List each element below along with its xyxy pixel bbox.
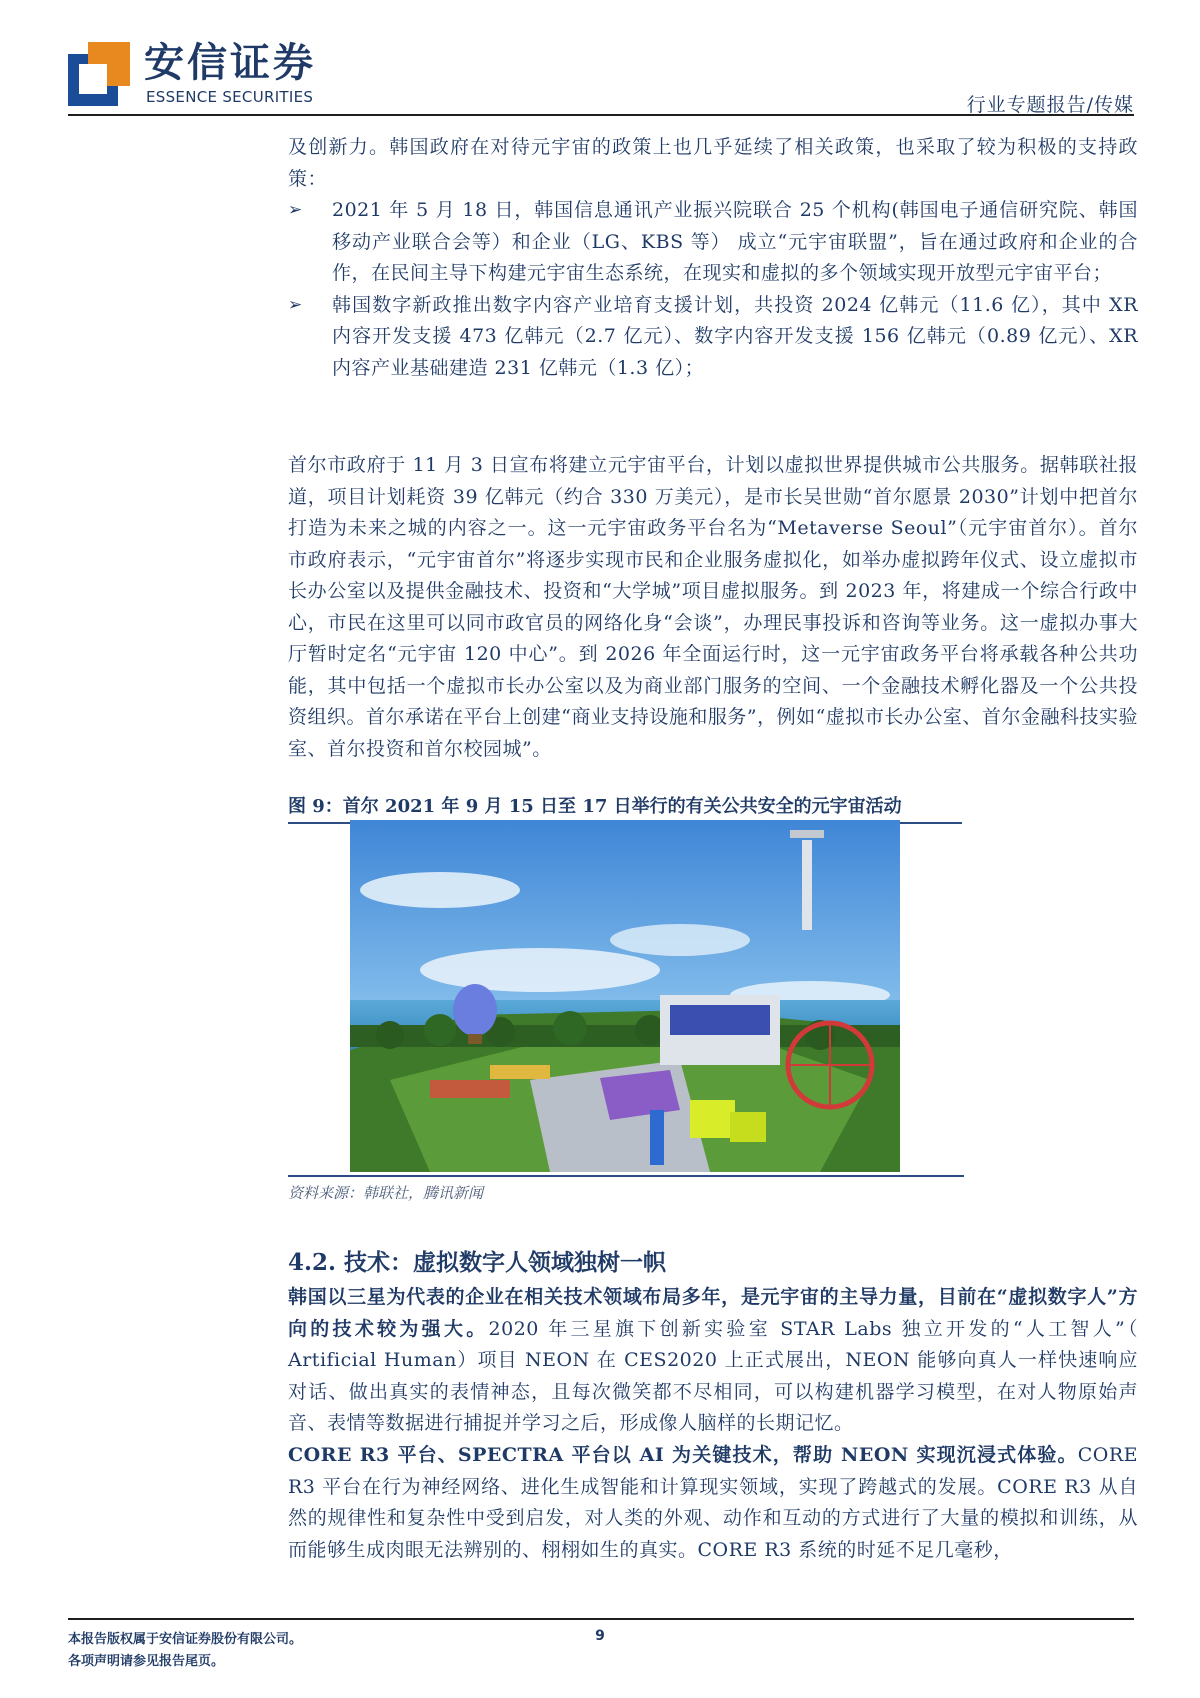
samsung-paragraph <box>288 1282 1138 1440</box>
bullet-text: 2021 年 5 月 18 日，韩国信息通讯产业振兴院联合 25 个机构(韩国电子通信研究院、韩国移动产业联合会等）和企业（LG、KBS 等） 成立“元宇宙联盟”，旨在通过政府和企业的合作，在民间主导下构建元宇宙生态系统，在现实和虚拟的多个领域实现开放型元宇宙平台； <box>332 199 1138 284</box>
metaverse-event-image <box>350 820 900 1172</box>
report-type-label: 行业专题报告/传媒 <box>966 94 1134 116</box>
bullet-item <box>288 290 1138 385</box>
seoul-section <box>288 450 1138 765</box>
samsung-section <box>288 1282 1138 1440</box>
samsung-lead-text: 韩国以三星为代表的企业在相关技术领域布局多年，是元宇宙的主导力量，目前在“虚拟数字人”方向的技术较为强大。 <box>288 1286 1138 1340</box>
bullet-arrow-icon: ➢ <box>288 200 303 220</box>
core-body-text: CORE R3 平台在行为神经网络、进化生成智能和计算现实领域，实现了跨越式的发展。CORE R3 从自然的规律性和复杂性中受到启发，对人类的外观、动作和互动的方式进行了大量的模拟和训练，从而能够生成肉眼无法辨别的、栩栩如生的真实。CORE R3 系统的时延不足几毫秒， <box>288 1444 1138 1561</box>
footer-disclaimer: 各项声明请参见报告尾页。 <box>68 1654 225 1669</box>
footer-copyright: 本报告版权属于安信证券股份有限公司。 <box>68 1632 303 1647</box>
seoul-paragraph: 首尔市政府于 11 月 3 日宣布将建立元宇宙平台，计划以虚拟世界提供城市公共服务。据韩联社报道，项目计划耗资 39 亿韩元（约合 330 万美元），是市长吴世勋“首尔愿景 2030”计划中把首尔打造为未来之城的内容之一。这一元宇宙政务平台名为“Metaverse Seoul”（元宇宙首尔）。首尔市政府表示，“元宇宙首尔”将逐步实现市民和企业服务虚拟化，如举办虚拟跨年仪式、设立虚拟市长办公室以及提供金融技术、投资和“大学城”项目虚拟服务。到 2023 年，将建成一个综合行政中心，市民在这里可以同市政官员的网络化身“会谈”，办理民事投诉和咨询等业务。这一虚拟办事大厅暂时定名“元宇宙 120 中心”。到 2026 年全面运行时，这一元宇宙政务平台将承载各种公共功能，其中包括一个虚拟市长办公室以及为商业部门服务的空间、一个金融技术孵化器及一个公共投资组织。首尔承诺在平台上创建“商业支持设施和服务”，例如“虚拟市长办公室、首尔金融科技实验室、首尔投资和首尔校园城”。 <box>288 454 1138 760</box>
core-lead-text: CORE R3 平台、SPECTRA 平台以 AI 为关键技术，帮助 NEON 实现沉浸式体验。 <box>288 1444 1078 1466</box>
intro-paragraph: 及创新力。韩国政府在对待元宇宙的政策上也几乎延续了相关政策，也采取了较为积极的支持政策： <box>288 136 1138 190</box>
bullet-item <box>288 195 1138 290</box>
policy-section <box>288 132 1138 384</box>
bullet-arrow-icon: ➢ <box>288 294 303 315</box>
figure-title: 图 9：首尔 2021 年 9 月 15 日至 17 日举行的有关公共安全的元宇宙活动 <box>288 792 962 824</box>
brand-name-en: ESSENCE SECURITIES <box>146 88 314 106</box>
samsung-body-text: 2020 年三星旗下创新实验室 STAR Labs 独立开发的“人工智人”（ Artificial Human）项目 NEON 在 CES2020 上正式展出，NEON 能够向真人一样快速响应对话、做出真实的表情神态，且每次微笑都不尽相同，可以构建机器学习模型，在对人物原始声音、表情等数据进行捕捉并学习之后，形成像人脑样的长期记忆。 <box>288 1317 1138 1434</box>
brand-name-cn: 安信证券 <box>144 40 316 86</box>
header-divider <box>68 114 1134 116</box>
footer-divider <box>68 1618 1134 1620</box>
core-section <box>288 1440 1138 1566</box>
core-paragraph <box>288 1440 1138 1566</box>
figure-source: 资料来源：韩联社，腾讯新闻 <box>288 1184 484 1202</box>
section-heading: 4.2. 技术：虚拟数字人领域独树一帜 <box>288 1249 667 1276</box>
page-number: 9 <box>595 1628 605 1644</box>
essence-logo-icon <box>68 42 130 106</box>
figure-bottom-divider <box>288 1175 964 1177</box>
bullet-text: 韩国数字新政推出数字内容产业培育支援计划，共投资 2024 亿韩元（11.6 亿），其中 XR 内容开发支援 473 亿韩元（2.7 亿元）、数字内容开发支援 156 亿韩元（0.89 亿元）、XR 内容产业基础建造 231 亿韩元（1.3 亿）； <box>332 293 1138 379</box>
policy-bullet-list <box>288 195 1138 384</box>
